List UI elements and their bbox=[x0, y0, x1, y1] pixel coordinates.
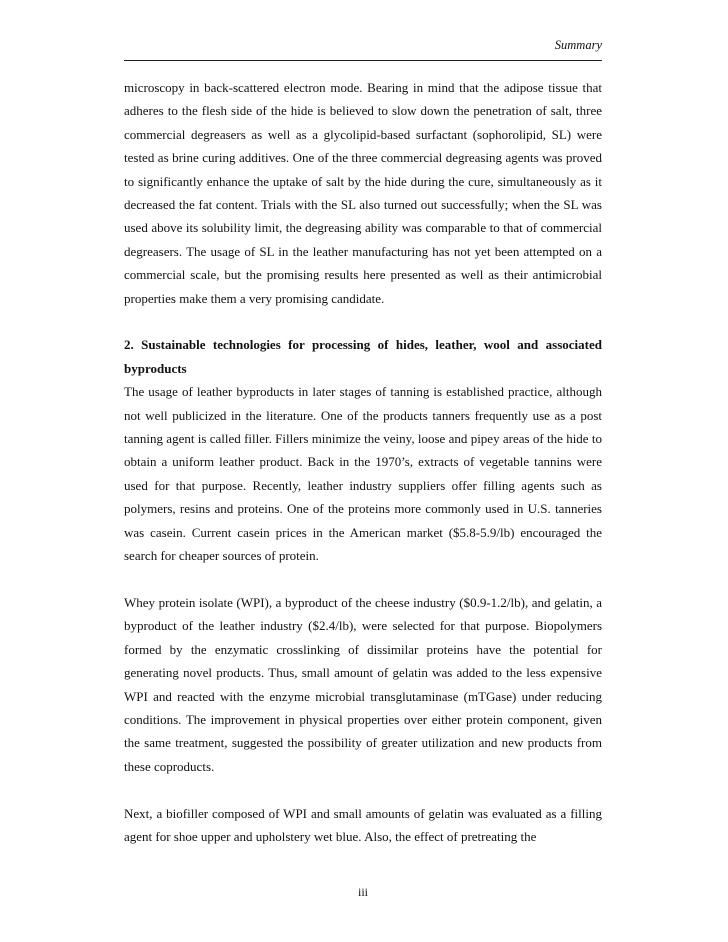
section-heading: 2. Sustainable technologies for processing of hides, leather, wool and associated byproducts bbox=[124, 337, 602, 376]
paragraph-intro: microscopy in back-scattered electron mode. Bearing in mind that the adipose tissue that adheres to the flesh side of the hide is believed to slow down the penetration of salt, three commercial degreasers as well as a glycolipid-based surfactant (sophorolipid, SL) were tested as brine curing additives. One of the three commercial degreasing agents was proved to significantly enhance the uptake of salt by the hide during the cure, simultaneously as it decreased the fat content. Trials with the SL also turned out successfully; when the SL was used above its solubility limit, the degreasing ability was comparable to that of commercial degreasers. The usage of SL in the leather manufacturing has not yet been attempted on a commercial scale, but the promising results here presented as well as their antimicrobial properties make them a very promising candidate. bbox=[124, 80, 602, 306]
paragraph-section-body: The usage of leather byproducts in later stages of tanning is established practice, although not well publicized in the literature. One of the products tanners frequently use as a post tanning agent is called filler. Fillers minimize the veiny, loose and pipey areas of the hide to obtain a uniform leather product. Back in the 1970’s, extracts of vegetable tannins were used for that purpose. Recently, leather industry suppliers offer filling agents such as polymers, resins and proteins. One of the proteins more commonly used in U.S. tanneries was casein. Current casein prices in the American market ($5.8-5.9/lb) encouraged the search for cheaper sources of protein. bbox=[124, 384, 602, 564]
header-rule bbox=[124, 60, 602, 61]
body-text bbox=[124, 76, 602, 848]
page-number: iii bbox=[357, 885, 368, 899]
paragraph-whey: Whey protein isolate (WPI), a byproduct of the cheese industry ($0.9-1.2/lb), and gelatin, a byproduct of the leather industry ($2.4/lb), were selected for that purpose. Biopolymers formed by the enzymatic crosslinking of dissimilar proteins have the potential for generating novel products. Thus, small amount of gelatin was added to the less expensive WPI and reacted with the enzyme microbial transglutaminase (mTGase) under reducing conditions. The improvement in physical properties over either protein component, given the same treatment, suggested the possibility of greater utilization and new products from these coproducts. bbox=[124, 594, 602, 774]
document-page bbox=[124, 0, 602, 942]
running-header-title: Summary bbox=[554, 38, 602, 52]
paragraph-next: Next, a biofiller composed of WPI and small amounts of gelatin was evaluated as a filling agent for shoe upper and upholstery wet blue. Also, the effect of pretreating the bbox=[124, 805, 602, 844]
